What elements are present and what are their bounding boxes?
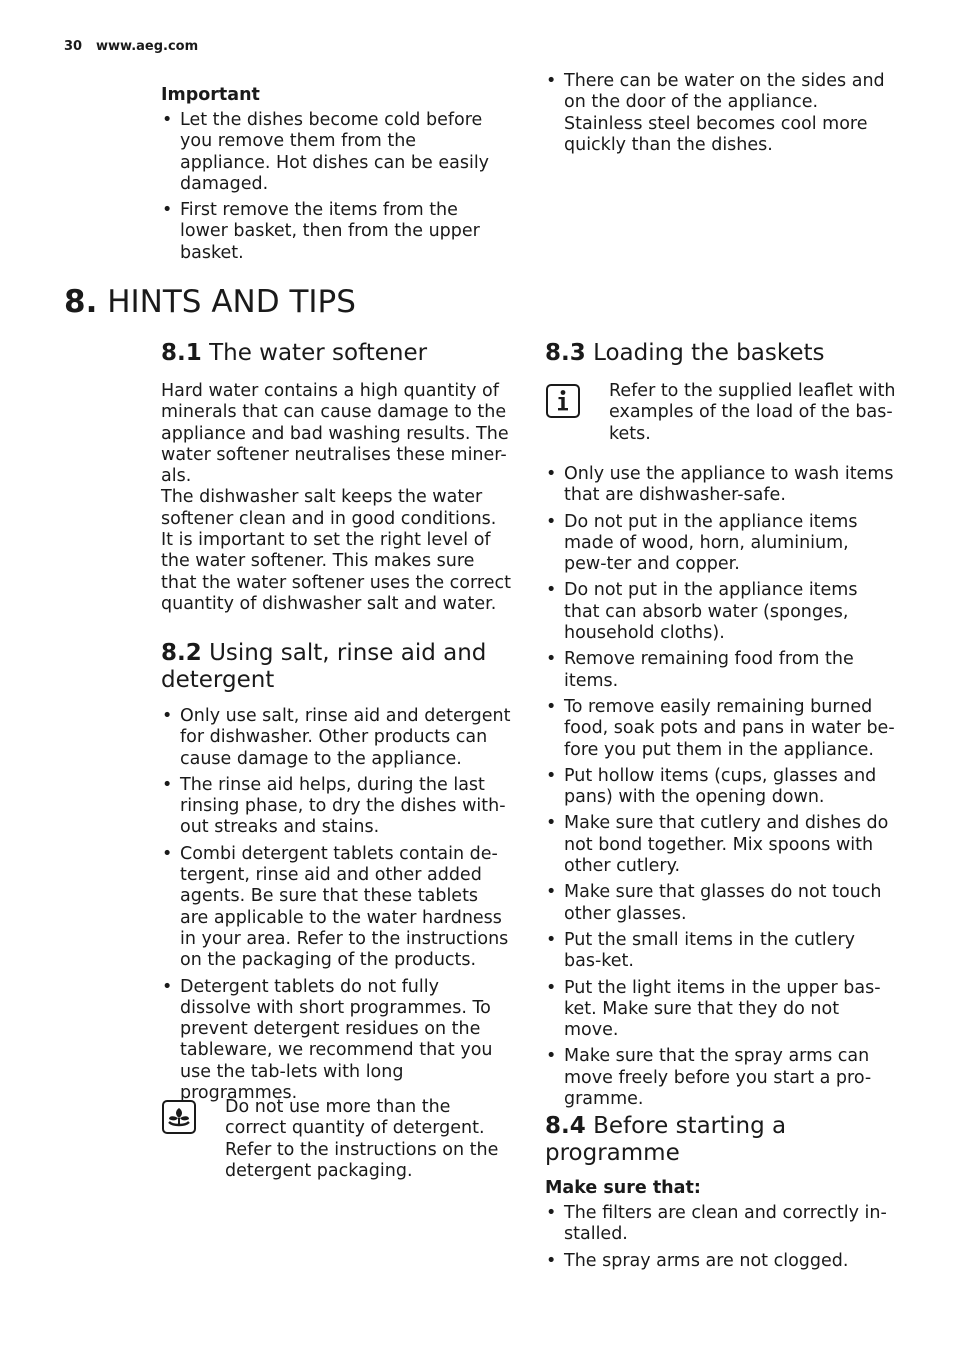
chapter-number: 8. [64,284,98,320]
section-8-1 [161,340,511,615]
section-8-3 [545,340,895,367]
list-item: • Remove remaining food from the items. [545,649,895,692]
bullet-list [545,464,895,1110]
section-heading [545,1113,895,1167]
list-item: • Put hollow items (cups, glasses and pans) with the opening down. [545,766,895,809]
paragraph: The dishwasher salt keeps the water softener clean and in good conditions. It is important to set the right level of the water softener. This makes sure that the water softener uses the correct quantity of dishwasher salt and water. [161,487,511,614]
section-8-2 [161,640,511,1109]
list-item: • Make sure that glasses do not touch other glasses. [545,882,895,925]
intro-important-block [161,84,511,269]
section-heading [545,340,895,367]
chapter-title [64,282,356,322]
list-item: • Detergent tablets do not fully dissolve with short programmes. To prevent detergent residues on the tableware, we recommend that you use the tab-lets with long programmes. [161,977,511,1105]
chapter-title-text: HINTS AND TIPS [107,284,356,320]
section-number: 8.3 [545,340,586,366]
important-label: Important [161,85,260,105]
list-item: • The spray arms are not clogged. [545,1251,895,1272]
loading-list-block [545,464,895,1115]
section-title: Loading the baskets [593,340,825,366]
list-item: • The rinse aid helps, during the last rinsing phase, to dry the dishes with-out streaks and stains. [161,775,511,839]
intro-right-block [545,71,895,161]
list-item: • Combi detergent tablets contain de-tergent, rinse aid and other added agents. Be sure that these tablets are applicable to the water hardness in your area. Refer to the instructions on the packaging of the products. [161,844,511,972]
paragraph: Hard water contains a high quantity of minerals that can cause damage to the appliance and bad washing results. The water softener neutralises these miner-als. [161,381,509,487]
section-title: Using salt, rinse aid and detergent [161,640,487,693]
list-item: • Make sure that cutlery and dishes do not bond together. Mix spoons with other cutlery. [545,813,895,877]
list-item: • The filters are clean and correctly in-stalled. [545,1203,895,1246]
bullet-list [545,1203,895,1272]
section-number: 8.1 [161,340,202,366]
list-item: • Do not put in the appliance items that can absorb water (sponges, household cloths). [545,580,895,644]
section-heading [161,640,511,694]
section-title: Before starting a programme [545,1113,787,1166]
list-item: • Only use the appliance to wash items that are dishwasher-safe. [545,464,895,507]
bullet-list [161,706,511,1104]
list-item: • Put the small items in the cutlery bas-ket. [545,930,895,973]
list-item: • Put the light items in the upper bas-ket. Make sure that they do not move. [545,978,895,1042]
list-item: • To remove easily remaining burned food, soak pots and pans in water be-fore you put them in the appliance. [545,697,895,761]
information-icon [546,384,580,418]
section-8-4 [545,1113,895,1277]
page-number: 30 [64,39,83,54]
list-item: • Make sure that the spray arms can move freely before you start a pro-gramme. [545,1046,895,1110]
website-url: www.aeg.com [96,39,199,54]
intro-right-list [545,71,895,156]
list-item: • Let the dishes become cold before you remove them from the appliance. Hot dishes can be easily damaged. [161,110,511,195]
section-heading [161,340,511,367]
list-item: • There can be water on the sides and on the door of the appliance. Stainless steel becomes cool more quickly than the dishes. [545,71,895,156]
section-number: 8.4 [545,1113,586,1139]
list-item: • First remove the items from the lower basket, then from the upper basket. [161,200,511,264]
environment-note-icon [162,1100,196,1134]
section-title: The water softener [209,340,428,366]
section-number: 8.2 [161,640,202,666]
list-item: • Only use salt, rinse aid and detergent for dishwasher. Other products can cause damage to the appliance. [161,706,511,770]
environment-note-text: Do not use more than the correct quantity of detergent. Refer to the instructions on the detergent packaging. [225,1097,499,1181]
make-sure-label: Make sure that: [545,1178,701,1198]
list-item: • Do not put in the appliance items made of wood, horn, aluminium, pew-ter and copper. [545,512,895,576]
important-list [161,110,511,264]
info-note-text: Refer to the supplied leaflet with examples of the load of the bas-kets. [609,381,896,444]
